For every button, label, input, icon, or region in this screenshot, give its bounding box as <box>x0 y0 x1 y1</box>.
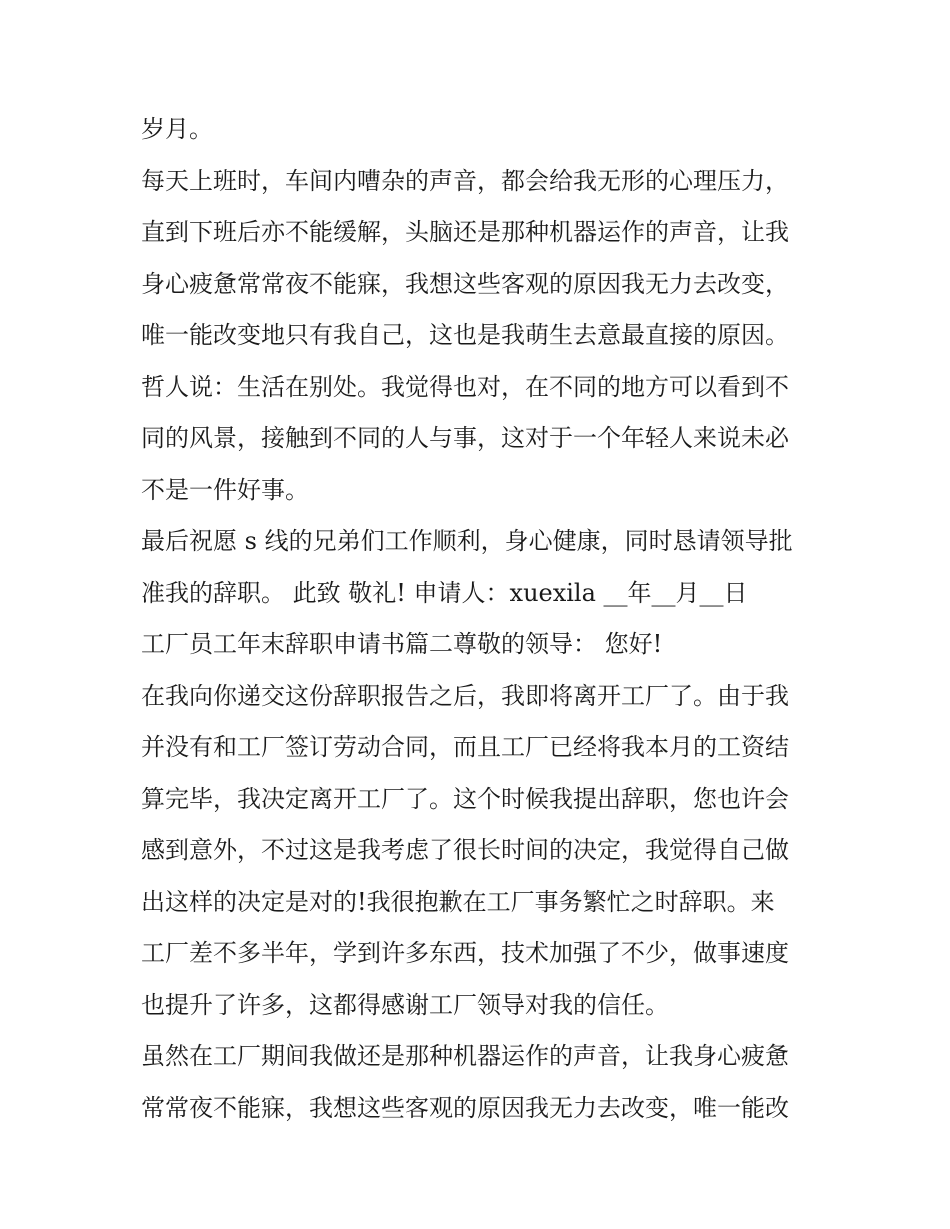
text-line: 不是一件好事。 <box>141 475 309 504</box>
text-line: 常常夜不能寐，我想这些客观的原因我无力去改变，唯一能改 <box>141 1093 789 1122</box>
text-line: 并没有和工厂签订劳动合同，而且工厂已经将我本月的工资结 <box>141 733 789 761</box>
text-line: 身心疲惫常常夜不能寐，我想这些客观的原因我无力去改变， <box>141 269 789 298</box>
text-line: 每天上班时，车间内嘈杂的声音，都会给我无形的心理压力， <box>141 166 789 195</box>
text-line: 出这样的决定是对的!我很抱歉在工厂事务繁忙之时辞职。来 <box>141 887 775 916</box>
text-line: 直到下班后亦不能缓解，头脑还是那种机器运作的声音，让我 <box>141 218 789 246</box>
text-line: 岁月。 <box>141 115 213 143</box>
text-line: 最后祝愿 s 线的兄弟们工作顺利，身心健康，同时恳请领导批 <box>141 527 793 555</box>
text-line: 准我的辞职。 此致 敬礼! 申请人：xuexila __年__月__日 <box>141 578 748 607</box>
text-line: 工厂差不多半年，学到许多东西，技术加强了不少，做事速度 <box>141 939 789 967</box>
document-body <box>141 104 821 1134</box>
text-line: 感到意外，不过这是我考虑了很长时间的决定，我觉得自己做 <box>141 836 789 864</box>
text-line: 在我向你递交这份辞职报告之后，我即将离开工厂了。由于我 <box>141 681 789 710</box>
text-line: 也提升了许多，这都得感谢工厂领导对我的信任。 <box>141 990 669 1019</box>
section-heading-line: 工厂员工年末辞职申请书篇二尊敬的领导： 您好! <box>141 630 663 658</box>
text-line: 虽然在工厂期间我做还是那种机器运作的声音，让我身心疲惫 <box>141 1042 789 1070</box>
text-line: 唯一能改变地只有我自己，这也是我萌生去意最直接的原因。 <box>141 321 789 349</box>
text-line: 哲人说：生活在别处。我觉得也对，在不同的地方可以看到不 <box>141 372 789 401</box>
text-line: 同的风景，接触到不同的人与事，这对于一个年轻人来说未必 <box>141 424 789 452</box>
text-line: 算完毕，我决定离开工厂了。这个时候我提出辞职，您也许会 <box>141 784 789 813</box>
